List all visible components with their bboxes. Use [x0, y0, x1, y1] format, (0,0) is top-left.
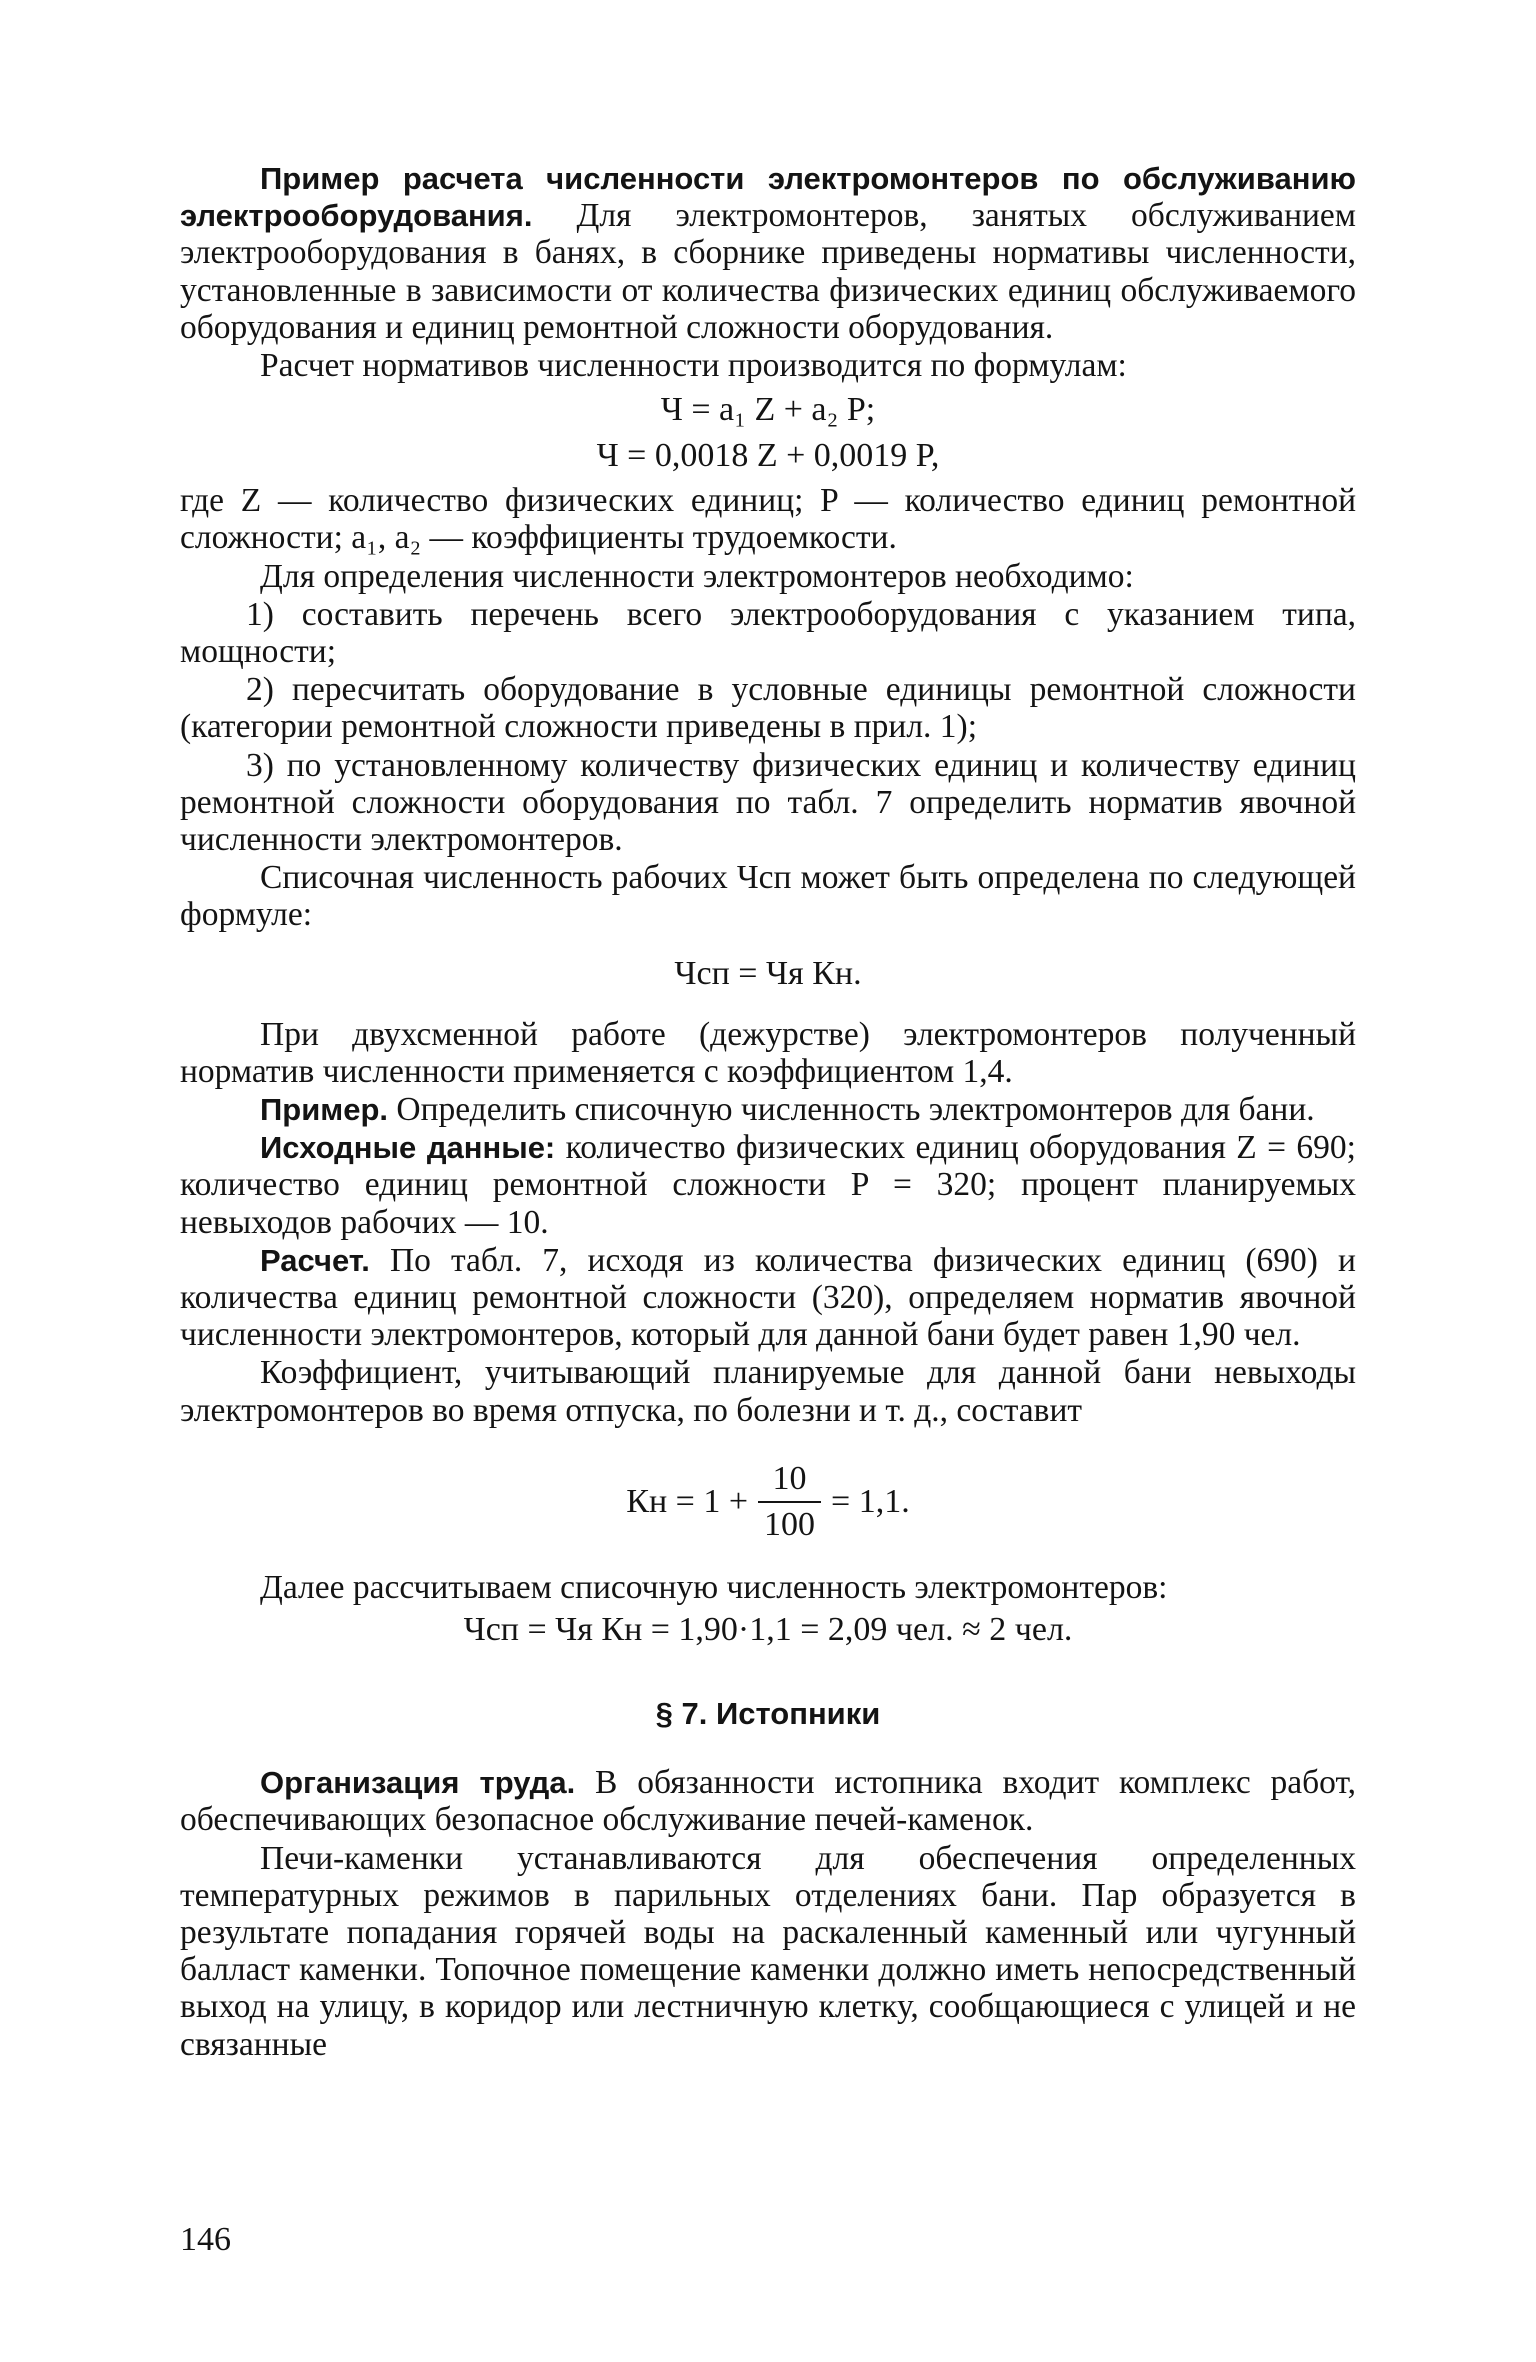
paragraph-formulas-intro: Расчет нормативов численности производится по формулам: [260, 347, 1127, 385]
list-item-3: 3) по установленному количеству физических единиц и количеству единиц ремонтной сложности оборудования по табл. 7 определить норматив явочной численности электромонтеров. [180, 746, 1356, 859]
paragraph-calculation [180, 1242, 1356, 1354]
paragraph-where: где Z — количество физических единиц; P — количество единиц ремонтной сложности; a₁, a₂ — коэффициенты трудоемкости. [180, 482, 1356, 557]
list-item-1: 1) составить перечень всего электрооборудования с указанием типа, мощности; [180, 595, 1356, 671]
paragraph-lead: Расчет. [260, 1242, 370, 1278]
formula-numeric: Ч = 0,0018 Z + 0,0019 P, [596, 437, 940, 475]
paragraph-lead: Пример расчета численности электромонтеров по обслуживанию электрооборудования. [180, 161, 1356, 234]
paragraph-stoves: Печи-каменки устанавливаются для обеспечения определенных температурных режимов в парильных отделениях бани. Пар образуется в результате попадания горячей воды на раскаленный каменный или чугунный балласт каменки. Топочное помещение каменки должно иметь непосредственный выход на улицу, в коридор или лестничную клетку, сообщающиеся с улицей и не связанные [180, 1839, 1356, 2063]
formula-coefficient [180, 1457, 1356, 1547]
section-heading: § 7. Истопники [655, 1696, 881, 1732]
page-number: 146 [180, 2221, 231, 2258]
list-item-2: 2) пересчитать оборудование в условные единицы ремонтной сложности (категории ремонтной сложности приведены в прил. 1); [180, 671, 1356, 746]
paragraph-text: По табл. 7, исходя из количества физических единиц (690) и количества единиц ремонтной сложности (320), определяем норматив явочной численности электромонтеров, который для данной бани будет равен 1,90 чел. [180, 1241, 1356, 1354]
paragraph-text: Определить списочную численность электромонтеров для бани. [388, 1091, 1315, 1129]
paragraph-text: Для электромонтеров, занятых обслуживанием электрооборудования в банях, в сборнике приведены нормативы численности, установленные в зависимости от количества физических единиц обслуживаемого оборудования и единиц ремонтной сложности оборудования. [180, 197, 1356, 346]
paragraph-initial-data [180, 1129, 1356, 1241]
fraction [758, 1457, 821, 1547]
paragraph-lead: Организация труда. [260, 1765, 576, 1801]
fraction-numerator: 10 [772, 1459, 807, 1497]
paragraph-list-count: Списочная численность рабочих Чсп может быть определена по следующей формуле: [180, 859, 1356, 934]
formula-coefficient-left: Кн = 1 + [626, 1482, 749, 1520]
paragraph-text: В обязанности истопника входит комплекс работ, обеспечивающих безопасное обслуживание печей-каменок. [180, 1764, 1356, 1839]
paragraph-text: количество физических единиц оборудования Z = 690; количество единиц ремонтной сложности P = 320; процент планируемых невыходов рабочих — 10. [180, 1129, 1356, 1241]
formula-list-count: Чсп = Чя Кн. [674, 954, 862, 992]
formula-result: Чсп = Чя Кн = 1,90·1,1 = 2,09 чел. ≈ 2 чел. [463, 1611, 1073, 1649]
fraction-denominator: 100 [764, 1505, 816, 1543]
paragraph-further: Далее рассчитываем списочную численность электромонтеров: [260, 1568, 1168, 1606]
paragraph-organization [180, 1764, 1356, 1838]
paragraph-lead: Пример. [260, 1092, 388, 1128]
paragraph-example [180, 1091, 1356, 1128]
formula-coefficient-right: = 1,1. [831, 1482, 910, 1520]
paragraph-two-shift: При двухсменной работе (дежурстве) электромонтеров полученный норматив численности применяется с коэффициентом 1,4. [180, 1015, 1356, 1090]
paragraph-steps-intro: Для определения численности электромонтеров необходимо: [260, 557, 1134, 595]
paragraph-lead: Исходные данные: [260, 1130, 556, 1166]
paragraph-coefficient: Коэффициент, учитывающий планируемые для данной бани невыходы электромонтеров во время отпуска, по болезни и т. д., составит [180, 1354, 1356, 1429]
paragraph-intro [180, 160, 1356, 346]
formula-general: Ч = a₁ Z + a₂ P; [660, 391, 876, 429]
